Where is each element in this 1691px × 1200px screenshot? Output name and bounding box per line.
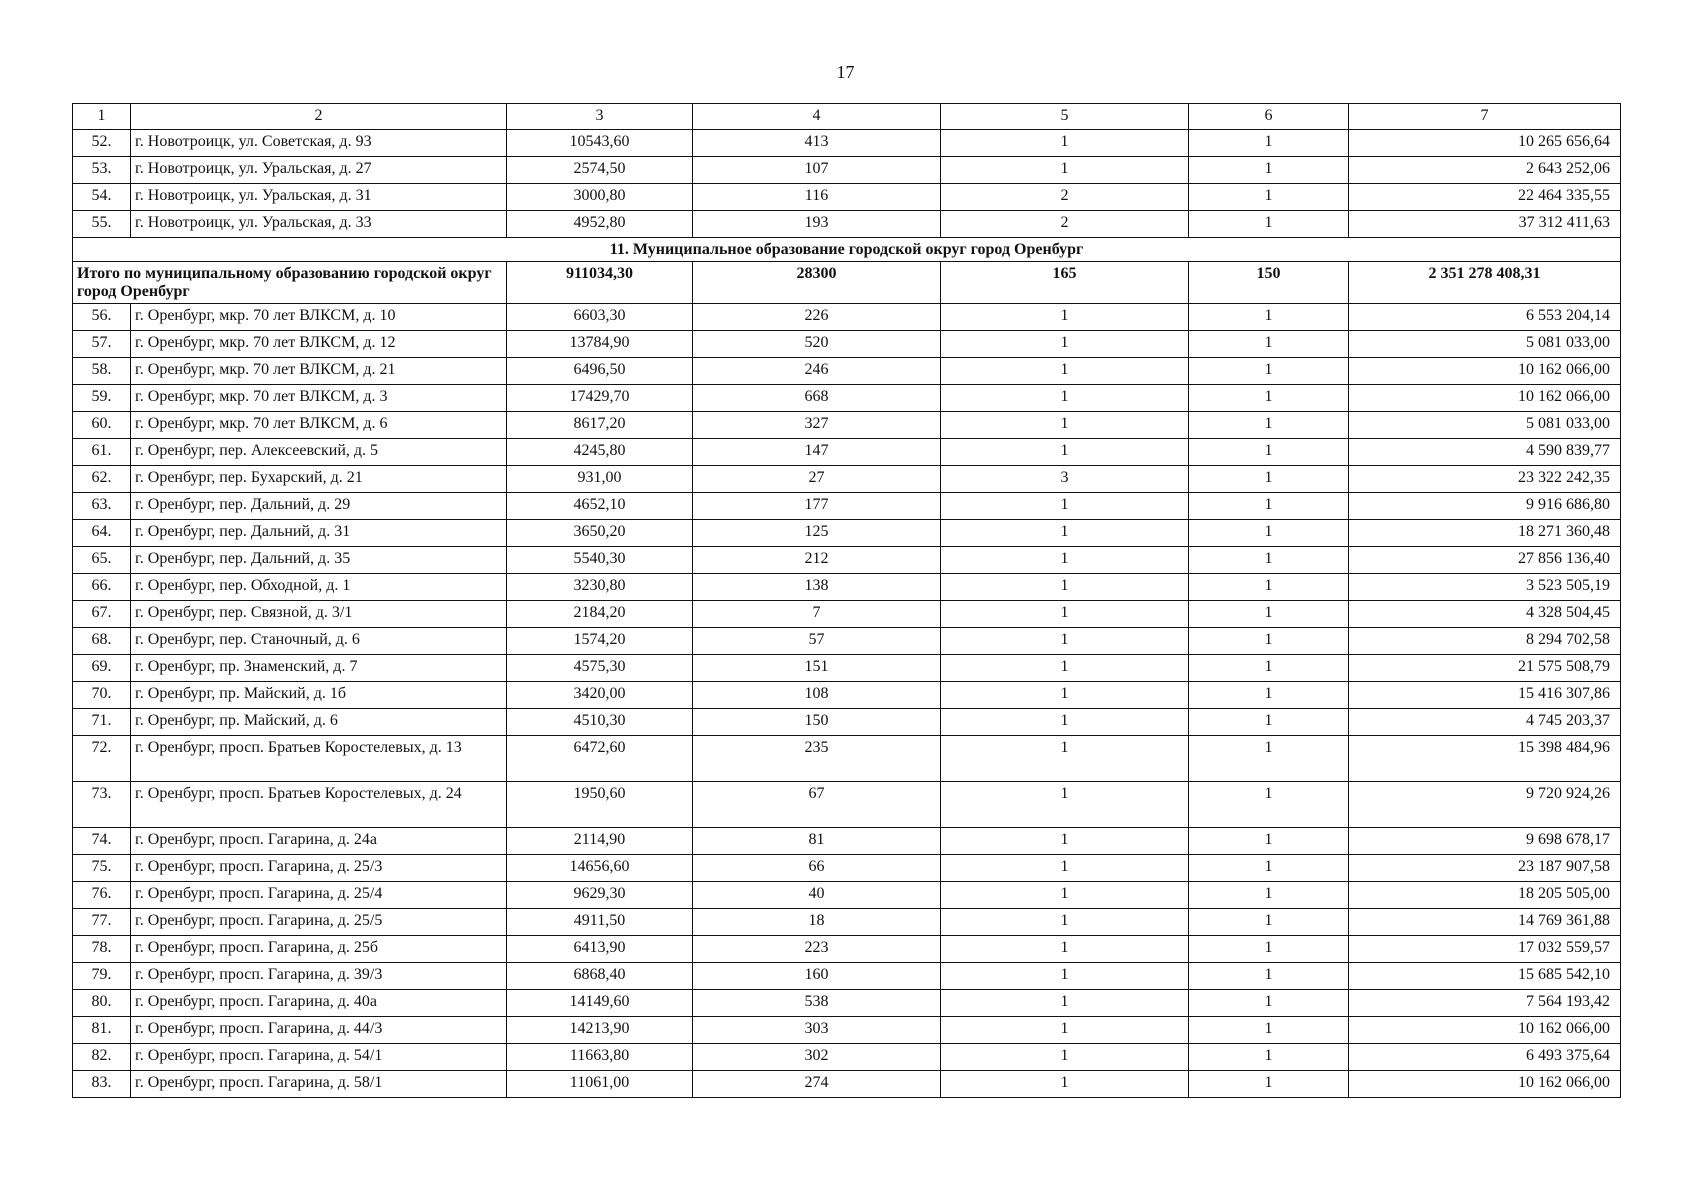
address-cell: г. Новотроицк, ул. Советская, д. 93 (131, 130, 507, 157)
column-6-cell: 1 (1189, 184, 1349, 211)
column-6-cell: 1 (1189, 130, 1349, 157)
address-cell: г. Оренбург, пер. Бухарский, д. 21 (131, 466, 507, 493)
address-cell: г. Оренбург, просп. Братьев Коростелевых, д. 24 (131, 782, 507, 828)
column-5-cell: 1 (941, 1071, 1189, 1098)
cost-cell: 10 162 066,00 (1349, 1071, 1621, 1098)
column-6-cell: 1 (1189, 909, 1349, 936)
row-number-cell: 55. (73, 211, 131, 238)
row-number-cell: 57. (73, 331, 131, 358)
total-column-5: 165 (941, 262, 1189, 304)
address-cell: г. Оренбург, просп. Гагарина, д. 25/5 (131, 909, 507, 936)
column-6-cell: 1 (1189, 655, 1349, 682)
address-cell: г. Оренбург, пер. Станочный, д. 6 (131, 628, 507, 655)
table-row (73, 709, 1621, 736)
column-6-cell: 1 (1189, 782, 1349, 828)
cost-cell: 5 081 033,00 (1349, 331, 1621, 358)
area-cell: 4510,30 (507, 709, 693, 736)
total-residents: 28300 (693, 262, 941, 304)
column-5-cell: 1 (941, 990, 1189, 1017)
residents-cell: 108 (693, 682, 941, 709)
column-header: 1 (73, 104, 131, 130)
column-5-cell: 1 (941, 782, 1189, 828)
address-cell: г. Оренбург, пер. Связной, д. 3/1 (131, 601, 507, 628)
column-6-cell: 1 (1189, 1044, 1349, 1071)
column-5-cell: 1 (941, 909, 1189, 936)
address-cell: г. Оренбург, просп. Гагарина, д. 40а (131, 990, 507, 1017)
page-number: 17 (836, 62, 855, 82)
row-number-cell: 60. (73, 412, 131, 439)
row-number-cell: 64. (73, 520, 131, 547)
table-body (73, 104, 1621, 1098)
table-row (73, 304, 1621, 331)
table-row (73, 601, 1621, 628)
column-header: 3 (507, 104, 693, 130)
cost-cell: 27 856 136,40 (1349, 547, 1621, 574)
row-number-cell: 76. (73, 882, 131, 909)
area-cell: 2574,50 (507, 157, 693, 184)
address-cell: г. Оренбург, просп. Гагарина, д. 39/3 (131, 963, 507, 990)
address-cell: г. Оренбург, пр. Майский, д. 6 (131, 709, 507, 736)
column-5-cell: 1 (941, 385, 1189, 412)
column-number-row (73, 104, 1621, 130)
table-row (73, 682, 1621, 709)
table-row (73, 574, 1621, 601)
row-number-cell: 65. (73, 547, 131, 574)
table-row (73, 1044, 1621, 1071)
row-number-cell: 72. (73, 736, 131, 782)
area-cell: 4652,10 (507, 493, 693, 520)
address-cell: г. Оренбург, пер. Обходной, д. 1 (131, 574, 507, 601)
cost-cell: 8 294 702,58 (1349, 628, 1621, 655)
residents-cell: 66 (693, 855, 941, 882)
row-number-cell: 58. (73, 358, 131, 385)
table-row (73, 909, 1621, 936)
cost-cell: 2 643 252,06 (1349, 157, 1621, 184)
cost-cell: 22 464 335,55 (1349, 184, 1621, 211)
cost-cell: 15 416 307,86 (1349, 682, 1621, 709)
area-cell: 14656,60 (507, 855, 693, 882)
area-cell: 2114,90 (507, 828, 693, 855)
table-row (73, 520, 1621, 547)
table-row (73, 466, 1621, 493)
cost-cell: 23 322 242,35 (1349, 466, 1621, 493)
table-row (73, 628, 1621, 655)
address-cell: г. Новотроицк, ул. Уральская, д. 33 (131, 211, 507, 238)
row-number-cell: 77. (73, 909, 131, 936)
column-5-cell: 1 (941, 574, 1189, 601)
residents-cell: 40 (693, 882, 941, 909)
column-5-cell: 1 (941, 855, 1189, 882)
residents-cell: 303 (693, 1017, 941, 1044)
cost-cell: 6 493 375,64 (1349, 1044, 1621, 1071)
residents-cell: 18 (693, 909, 941, 936)
cost-cell: 10 162 066,00 (1349, 1017, 1621, 1044)
cost-cell: 4 328 504,45 (1349, 601, 1621, 628)
area-cell: 14213,90 (507, 1017, 693, 1044)
cost-cell: 15 398 484,96 (1349, 736, 1621, 782)
address-cell: г. Оренбург, просп. Братьев Коростелевых, д. 13 (131, 736, 507, 782)
column-header: 2 (131, 104, 507, 130)
column-5-cell: 1 (941, 936, 1189, 963)
residents-cell: 274 (693, 1071, 941, 1098)
residents-cell: 668 (693, 385, 941, 412)
row-number-cell: 80. (73, 990, 131, 1017)
address-cell: г. Оренбург, пер. Дальний, д. 31 (131, 520, 507, 547)
table-row (73, 547, 1621, 574)
address-cell: г. Новотроицк, ул. Уральская, д. 31 (131, 184, 507, 211)
residents-cell: 160 (693, 963, 941, 990)
residents-cell: 150 (693, 709, 941, 736)
cost-cell: 18 271 360,48 (1349, 520, 1621, 547)
column-6-cell: 1 (1189, 1017, 1349, 1044)
residents-cell: 81 (693, 828, 941, 855)
row-number-cell: 78. (73, 936, 131, 963)
total-label: Итого по муниципальному образованию городской округ город Оренбург (73, 262, 507, 304)
residents-cell: 538 (693, 990, 941, 1017)
column-5-cell: 1 (941, 304, 1189, 331)
cost-cell: 7 564 193,42 (1349, 990, 1621, 1017)
cost-cell: 14 769 361,88 (1349, 909, 1621, 936)
cost-cell: 37 312 411,63 (1349, 211, 1621, 238)
column-header: 5 (941, 104, 1189, 130)
column-6-cell: 1 (1189, 601, 1349, 628)
table-row (73, 358, 1621, 385)
address-cell: г. Оренбург, пр. Знаменский, д. 7 (131, 655, 507, 682)
area-cell: 3420,00 (507, 682, 693, 709)
area-cell: 2184,20 (507, 601, 693, 628)
column-6-cell: 1 (1189, 882, 1349, 909)
cost-cell: 10 162 066,00 (1349, 358, 1621, 385)
residents-cell: 151 (693, 655, 941, 682)
column-6-cell: 1 (1189, 331, 1349, 358)
residents-cell: 193 (693, 211, 941, 238)
area-cell: 3230,80 (507, 574, 693, 601)
area-cell: 4952,80 (507, 211, 693, 238)
column-5-cell: 3 (941, 466, 1189, 493)
column-5-cell: 1 (941, 828, 1189, 855)
cost-cell: 9 916 686,80 (1349, 493, 1621, 520)
column-5-cell: 1 (941, 882, 1189, 909)
column-6-cell: 1 (1189, 709, 1349, 736)
housing-table (72, 103, 1621, 1098)
address-cell: г. Оренбург, мкр. 70 лет ВЛКСМ, д. 3 (131, 385, 507, 412)
area-cell: 11061,00 (507, 1071, 693, 1098)
address-cell: г. Оренбург, мкр. 70 лет ВЛКСМ, д. 6 (131, 412, 507, 439)
column-6-cell: 1 (1189, 828, 1349, 855)
residents-cell: 7 (693, 601, 941, 628)
row-number-cell: 82. (73, 1044, 131, 1071)
cost-cell: 3 523 505,19 (1349, 574, 1621, 601)
area-cell: 11663,80 (507, 1044, 693, 1071)
residents-cell: 413 (693, 130, 941, 157)
table-row (73, 963, 1621, 990)
column-6-cell: 1 (1189, 466, 1349, 493)
row-number-cell: 54. (73, 184, 131, 211)
column-5-cell: 2 (941, 184, 1189, 211)
row-number-cell: 66. (73, 574, 131, 601)
address-cell: г. Оренбург, просп. Гагарина, д. 25/4 (131, 882, 507, 909)
residents-cell: 57 (693, 628, 941, 655)
cost-cell: 9 698 678,17 (1349, 828, 1621, 855)
table-row (73, 1017, 1621, 1044)
column-5-cell: 1 (941, 439, 1189, 466)
cost-cell: 10 265 656,64 (1349, 130, 1621, 157)
row-number-cell: 59. (73, 385, 131, 412)
column-5-cell: 1 (941, 963, 1189, 990)
cost-cell: 5 081 033,00 (1349, 412, 1621, 439)
column-5-cell: 1 (941, 1017, 1189, 1044)
row-number-cell: 68. (73, 628, 131, 655)
column-header: 7 (1349, 104, 1621, 130)
residents-cell: 27 (693, 466, 941, 493)
row-number-cell: 71. (73, 709, 131, 736)
cost-cell: 10 162 066,00 (1349, 385, 1621, 412)
cost-cell: 23 187 907,58 (1349, 855, 1621, 882)
column-6-cell: 1 (1189, 304, 1349, 331)
row-number-cell: 69. (73, 655, 131, 682)
row-number-cell: 53. (73, 157, 131, 184)
area-cell: 6603,30 (507, 304, 693, 331)
area-cell: 931,00 (507, 466, 693, 493)
column-6-cell: 1 (1189, 963, 1349, 990)
column-5-cell: 2 (941, 211, 1189, 238)
table-row (73, 736, 1621, 782)
row-number-cell: 56. (73, 304, 131, 331)
column-5-cell: 1 (941, 655, 1189, 682)
cost-cell: 4 590 839,77 (1349, 439, 1621, 466)
residents-cell: 246 (693, 358, 941, 385)
table-row (73, 130, 1621, 157)
residents-cell: 302 (693, 1044, 941, 1071)
row-number-cell: 67. (73, 601, 131, 628)
column-5-cell: 1 (941, 601, 1189, 628)
address-cell: г. Оренбург, просп. Гагарина, д. 44/3 (131, 1017, 507, 1044)
address-cell: г. Оренбург, мкр. 70 лет ВЛКСМ, д. 12 (131, 331, 507, 358)
address-cell: г. Оренбург, мкр. 70 лет ВЛКСМ, д. 10 (131, 304, 507, 331)
column-5-cell: 1 (941, 709, 1189, 736)
residents-cell: 223 (693, 936, 941, 963)
area-cell: 6472,60 (507, 736, 693, 782)
cost-cell: 17 032 559,57 (1349, 936, 1621, 963)
area-cell: 13784,90 (507, 331, 693, 358)
column-6-cell: 1 (1189, 990, 1349, 1017)
table-row (73, 157, 1621, 184)
area-cell: 1950,60 (507, 782, 693, 828)
table-row (73, 782, 1621, 828)
column-5-cell: 1 (941, 628, 1189, 655)
address-cell: г. Оренбург, просп. Гагарина, д. 58/1 (131, 1071, 507, 1098)
cost-cell: 6 553 204,14 (1349, 304, 1621, 331)
column-6-cell: 1 (1189, 628, 1349, 655)
column-5-cell: 1 (941, 412, 1189, 439)
residents-cell: 116 (693, 184, 941, 211)
column-5-cell: 1 (941, 493, 1189, 520)
total-cost: 2 351 278 408,31 (1349, 262, 1621, 304)
column-5-cell: 1 (941, 547, 1189, 574)
table-row (73, 331, 1621, 358)
column-6-cell: 1 (1189, 736, 1349, 782)
table-row (73, 882, 1621, 909)
column-5-cell: 1 (941, 682, 1189, 709)
column-5-cell: 1 (941, 520, 1189, 547)
table-row (73, 412, 1621, 439)
column-5-cell: 1 (941, 1044, 1189, 1071)
row-number-cell: 79. (73, 963, 131, 990)
area-cell: 6496,50 (507, 358, 693, 385)
column-header: 4 (693, 104, 941, 130)
column-6-cell: 1 (1189, 574, 1349, 601)
total-area: 911034,30 (507, 262, 693, 304)
area-cell: 6413,90 (507, 936, 693, 963)
area-cell: 5540,30 (507, 547, 693, 574)
cost-cell: 21 575 508,79 (1349, 655, 1621, 682)
column-6-cell: 1 (1189, 547, 1349, 574)
cost-cell: 18 205 505,00 (1349, 882, 1621, 909)
column-5-cell: 1 (941, 157, 1189, 184)
residents-cell: 226 (693, 304, 941, 331)
column-6-cell: 1 (1189, 493, 1349, 520)
residents-cell: 520 (693, 331, 941, 358)
residents-cell: 147 (693, 439, 941, 466)
table-row (73, 828, 1621, 855)
cost-cell: 4 745 203,37 (1349, 709, 1621, 736)
column-5-cell: 1 (941, 358, 1189, 385)
address-cell: г. Оренбург, просп. Гагарина, д. 54/1 (131, 1044, 507, 1071)
area-cell: 1574,20 (507, 628, 693, 655)
address-cell: г. Оренбург, пер. Алексеевский, д. 5 (131, 439, 507, 466)
table-row (73, 439, 1621, 466)
area-cell: 10543,60 (507, 130, 693, 157)
address-cell: г. Оренбург, просп. Гагарина, д. 25/3 (131, 855, 507, 882)
area-cell: 17429,70 (507, 385, 693, 412)
residents-cell: 177 (693, 493, 941, 520)
column-6-cell: 1 (1189, 855, 1349, 882)
column-6-cell: 1 (1189, 385, 1349, 412)
area-cell: 3650,20 (507, 520, 693, 547)
address-cell: г. Оренбург, просп. Гагарина, д. 24а (131, 828, 507, 855)
address-cell: г. Оренбург, просп. Гагарина, д. 25б (131, 936, 507, 963)
area-cell: 14149,60 (507, 990, 693, 1017)
table-row (73, 990, 1621, 1017)
column-6-cell: 1 (1189, 1071, 1349, 1098)
cost-cell: 9 720 924,26 (1349, 782, 1621, 828)
table-row (73, 211, 1621, 238)
column-6-cell: 1 (1189, 412, 1349, 439)
column-6-cell: 1 (1189, 358, 1349, 385)
residents-cell: 125 (693, 520, 941, 547)
table-row (73, 655, 1621, 682)
column-6-cell: 1 (1189, 211, 1349, 238)
row-number-cell: 52. (73, 130, 131, 157)
area-cell: 4575,30 (507, 655, 693, 682)
row-number-cell: 75. (73, 855, 131, 882)
area-cell: 9629,30 (507, 882, 693, 909)
address-cell: г. Оренбург, пер. Дальний, д. 35 (131, 547, 507, 574)
cost-cell: 15 685 542,10 (1349, 963, 1621, 990)
residents-cell: 138 (693, 574, 941, 601)
area-cell: 3000,80 (507, 184, 693, 211)
address-cell: г. Оренбург, пер. Дальний, д. 29 (131, 493, 507, 520)
area-cell: 6868,40 (507, 963, 693, 990)
row-number-cell: 74. (73, 828, 131, 855)
column-6-cell: 1 (1189, 936, 1349, 963)
section-header-row (73, 238, 1621, 262)
row-number-cell: 61. (73, 439, 131, 466)
address-cell: г. Оренбург, мкр. 70 лет ВЛКСМ, д. 21 (131, 358, 507, 385)
section-title: 11. Муниципальное образование городской округ город Оренбург (73, 238, 1621, 262)
total-column-6: 150 (1189, 262, 1349, 304)
column-6-cell: 1 (1189, 520, 1349, 547)
area-cell: 4911,50 (507, 909, 693, 936)
column-5-cell: 1 (941, 736, 1189, 782)
column-5-cell: 1 (941, 331, 1189, 358)
row-number-cell: 63. (73, 493, 131, 520)
row-number-cell: 62. (73, 466, 131, 493)
row-number-cell: 73. (73, 782, 131, 828)
row-number-cell: 81. (73, 1017, 131, 1044)
row-number-cell: 70. (73, 682, 131, 709)
area-cell: 8617,20 (507, 412, 693, 439)
area-cell: 4245,80 (507, 439, 693, 466)
column-header: 6 (1189, 104, 1349, 130)
table-row (73, 385, 1621, 412)
residents-cell: 235 (693, 736, 941, 782)
column-6-cell: 1 (1189, 439, 1349, 466)
column-6-cell: 1 (1189, 682, 1349, 709)
row-number-cell: 83. (73, 1071, 131, 1098)
residents-cell: 107 (693, 157, 941, 184)
table-row (73, 936, 1621, 963)
column-6-cell: 1 (1189, 157, 1349, 184)
residents-cell: 327 (693, 412, 941, 439)
residents-cell: 67 (693, 782, 941, 828)
address-cell: г. Оренбург, пр. Майский, д. 1б (131, 682, 507, 709)
total-row (73, 262, 1621, 304)
table-row (73, 493, 1621, 520)
address-cell: г. Новотроицк, ул. Уральская, д. 27 (131, 157, 507, 184)
column-5-cell: 1 (941, 130, 1189, 157)
table-row (73, 184, 1621, 211)
table-row (73, 855, 1621, 882)
residents-cell: 212 (693, 547, 941, 574)
table-row (73, 1071, 1621, 1098)
